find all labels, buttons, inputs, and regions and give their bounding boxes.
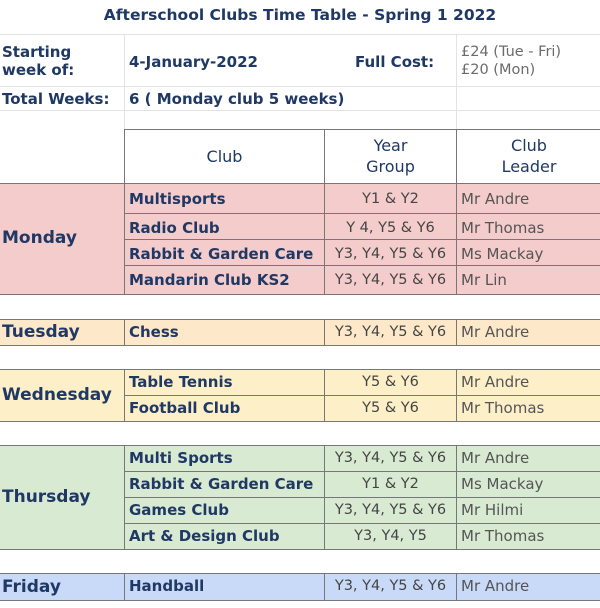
- header-year-line-1: Year: [373, 136, 408, 155]
- cost-line-2: £20 (Mon): [461, 62, 536, 78]
- grid-line: [0, 110, 600, 111]
- header-leader-line-2: Leader: [501, 157, 557, 176]
- club-name: Mandarin Club KS2: [129, 271, 290, 289]
- club-name: Chess: [129, 323, 179, 341]
- year-group: Y3, Y4, Y5 & Y6: [334, 578, 447, 594]
- header-year-group: [325, 130, 457, 184]
- club-leader: Mr Thomas: [461, 219, 545, 237]
- table-header: [124, 129, 600, 183]
- start-label-line-1: Starting: [2, 43, 72, 61]
- day-band-tuesday: [0, 319, 600, 346]
- club-name: Games Club: [129, 501, 229, 519]
- club-leader: Mr Hilmi: [461, 501, 524, 519]
- club-leader: Mr Thomas: [461, 399, 545, 417]
- year-group: Y3, Y4, Y5 & Y6: [334, 324, 447, 340]
- year-group: Y3, Y4, Y5 & Y6: [334, 272, 447, 288]
- day-name-monday: Monday: [2, 228, 77, 248]
- year-group: Y5 & Y6: [362, 374, 419, 390]
- header-year-line-2: Group: [366, 157, 415, 176]
- cost-line-1: £24 (Tue - Fri): [461, 44, 562, 60]
- header-club: Club: [125, 130, 325, 184]
- day-name-tuesday: Tuesday: [2, 322, 80, 342]
- cost-label: Full Cost:: [355, 53, 435, 71]
- grid-line: [0, 34, 600, 35]
- page-title: Afterschool Clubs Time Table - Spring 1 2022: [103, 6, 497, 24]
- day-band-monday: [0, 183, 600, 295]
- start-value: 4-January-2022: [129, 53, 258, 71]
- day-name-wednesday: Wednesday: [2, 385, 112, 405]
- club-name: Table Tennis: [129, 373, 233, 391]
- year-group: Y1 & Y2: [362, 191, 419, 207]
- grid-line: [124, 34, 125, 130]
- club-leader: Mr Thomas: [461, 527, 545, 545]
- cost-values: [461, 43, 561, 79]
- year-group: Y5 & Y6: [362, 400, 419, 416]
- club-name: Multisports: [129, 190, 226, 208]
- club-name: Handball: [129, 577, 205, 595]
- club-name: Radio Club: [129, 219, 220, 237]
- day-name-thursday: Thursday: [2, 487, 91, 507]
- club-leader: Ms Mackay: [461, 245, 544, 263]
- day-name-friday: Friday: [2, 577, 61, 597]
- club-leader: Mr Andre: [461, 449, 530, 467]
- year-group: Y3, Y4, Y5 & Y6: [334, 246, 447, 262]
- year-group: Y1 & Y2: [362, 476, 419, 492]
- year-group: Y3, Y4, Y5: [354, 528, 427, 544]
- day-band-friday: [0, 573, 600, 601]
- year-group: Y 4, Y5 & Y6: [346, 220, 435, 236]
- club-name: Rabbit & Garden Care: [129, 245, 314, 263]
- start-label-line-2: week of:: [2, 61, 75, 79]
- club-leader: Mr Lin: [461, 271, 507, 289]
- grid-line: [456, 34, 457, 130]
- weeks-label: Total Weeks:: [2, 90, 110, 108]
- header-leader-line-1: Club: [511, 136, 547, 155]
- club-leader: Mr Andre: [461, 323, 530, 341]
- club-name: Art & Design Club: [129, 527, 280, 545]
- club-name: Football Club: [129, 399, 241, 417]
- grid-line: [0, 86, 600, 87]
- header-club-leader: [457, 130, 600, 184]
- club-name: Rabbit & Garden Care: [129, 475, 314, 493]
- club-leader: Mr Andre: [461, 190, 530, 208]
- start-label: [2, 43, 74, 79]
- club-leader: Mr Andre: [461, 373, 530, 391]
- club-leader: Ms Mackay: [461, 475, 544, 493]
- year-group: Y3, Y4, Y5 & Y6: [334, 502, 447, 518]
- club-name: Multi Sports: [129, 449, 233, 467]
- day-band-wednesday: [0, 369, 600, 422]
- weeks-value: 6 ( Monday club 5 weeks): [129, 90, 345, 108]
- day-band-thursday: [0, 445, 600, 550]
- club-leader: Mr Andre: [461, 577, 530, 595]
- year-group: Y3, Y4, Y5 & Y6: [334, 450, 447, 466]
